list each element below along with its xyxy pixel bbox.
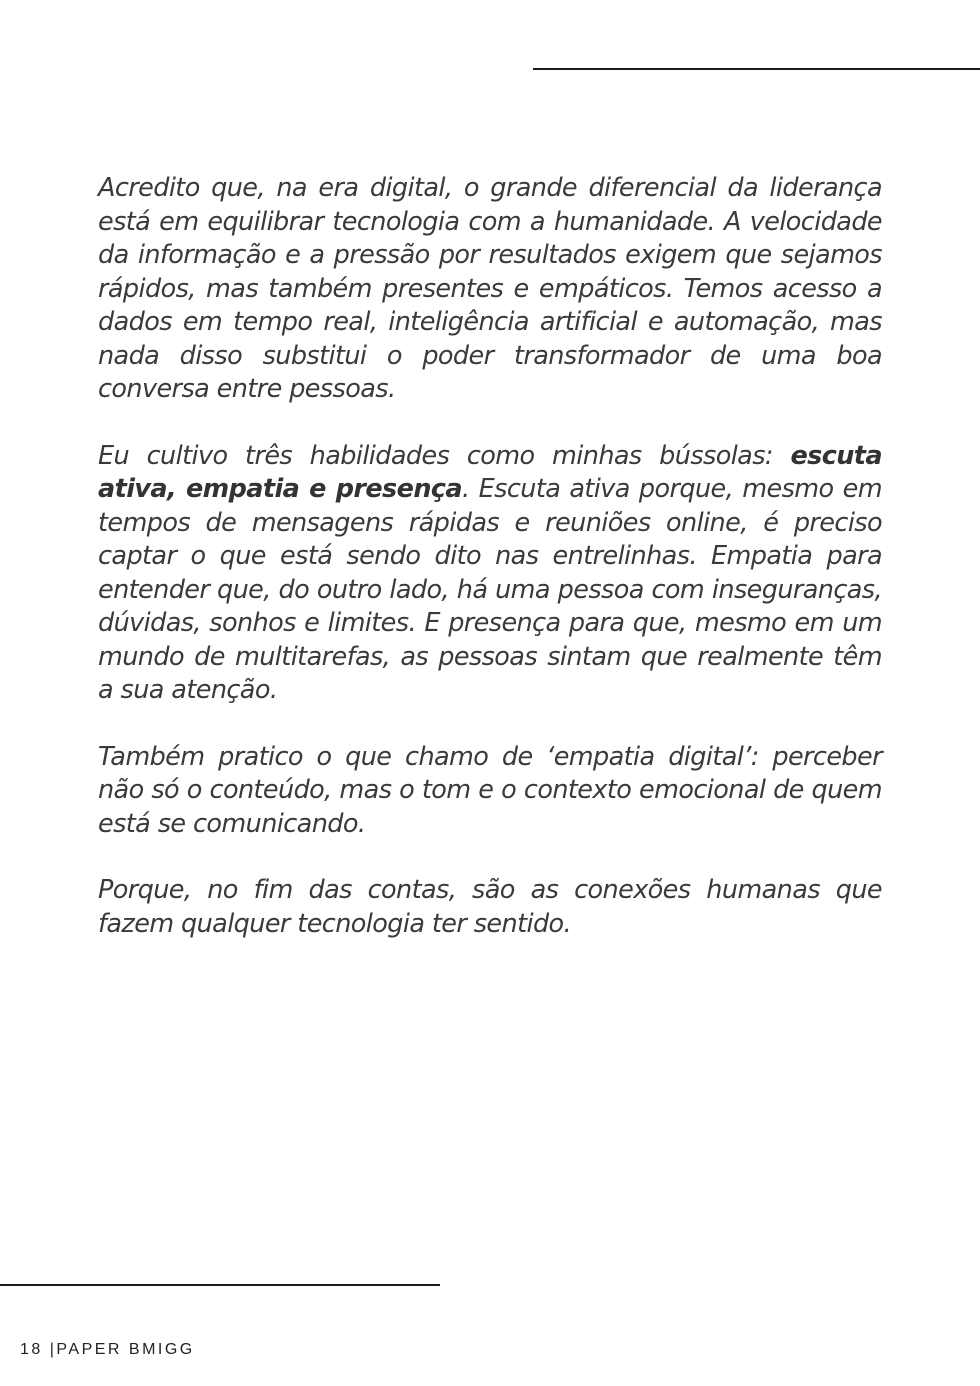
paragraph-3: Também pratico o que chamo de ‘empatia digital’: perceber não só o conteúdo, mas o tom e o contexto emocional de quem está se comunicando. [98, 741, 882, 839]
publication-name: PAPER BMIGG [56, 1341, 195, 1358]
footer-separator: | [49, 1341, 57, 1358]
body-text [98, 172, 882, 974]
paragraph-1: Acredito que, na era digital, o grande diferencial da liderança está em equilibrar tecnologia com a humanidade. A velocidade da informação e a pressão por resultados exigem que sejamos rápidos, mas também presentes e empáticos. Temos acesso a dados em tempo real, inteligência artificial e automação, mas nada disso substitui o poder transformador de uma boa conversa entre pessoas. [98, 173, 882, 404]
paragraph-2-rest: . Escuta ativa porque, mesmo em tempos de mensagens rápidas e reuniões online, é preciso captar o que está sendo dito nas entrelinhas. Empatia para entender que, do outro lado, há uma pessoa com inseguranças, dúvidas, sonhos e limites. E presença para que, mesmo em um mundo de multitarefas, as pessoas sintam que realmente têm a sua atenção. [98, 474, 882, 705]
paragraph-2 [98, 440, 882, 708]
page-footer [20, 1341, 195, 1359]
paragraph-4: Porque, no fim das contas, são as conexões humanas que fazem qualquer tecnologia ter sentido. [98, 875, 882, 939]
paragraph-2-highlight: escuta ativa, empatia e presença [98, 440, 882, 504]
top-divider-line [533, 68, 980, 70]
paragraph-2-intro: Eu cultivo três habilidades como minhas bússolas: [98, 440, 791, 471]
bottom-divider-line [0, 1284, 440, 1286]
page-number: 18 [20, 1341, 43, 1358]
